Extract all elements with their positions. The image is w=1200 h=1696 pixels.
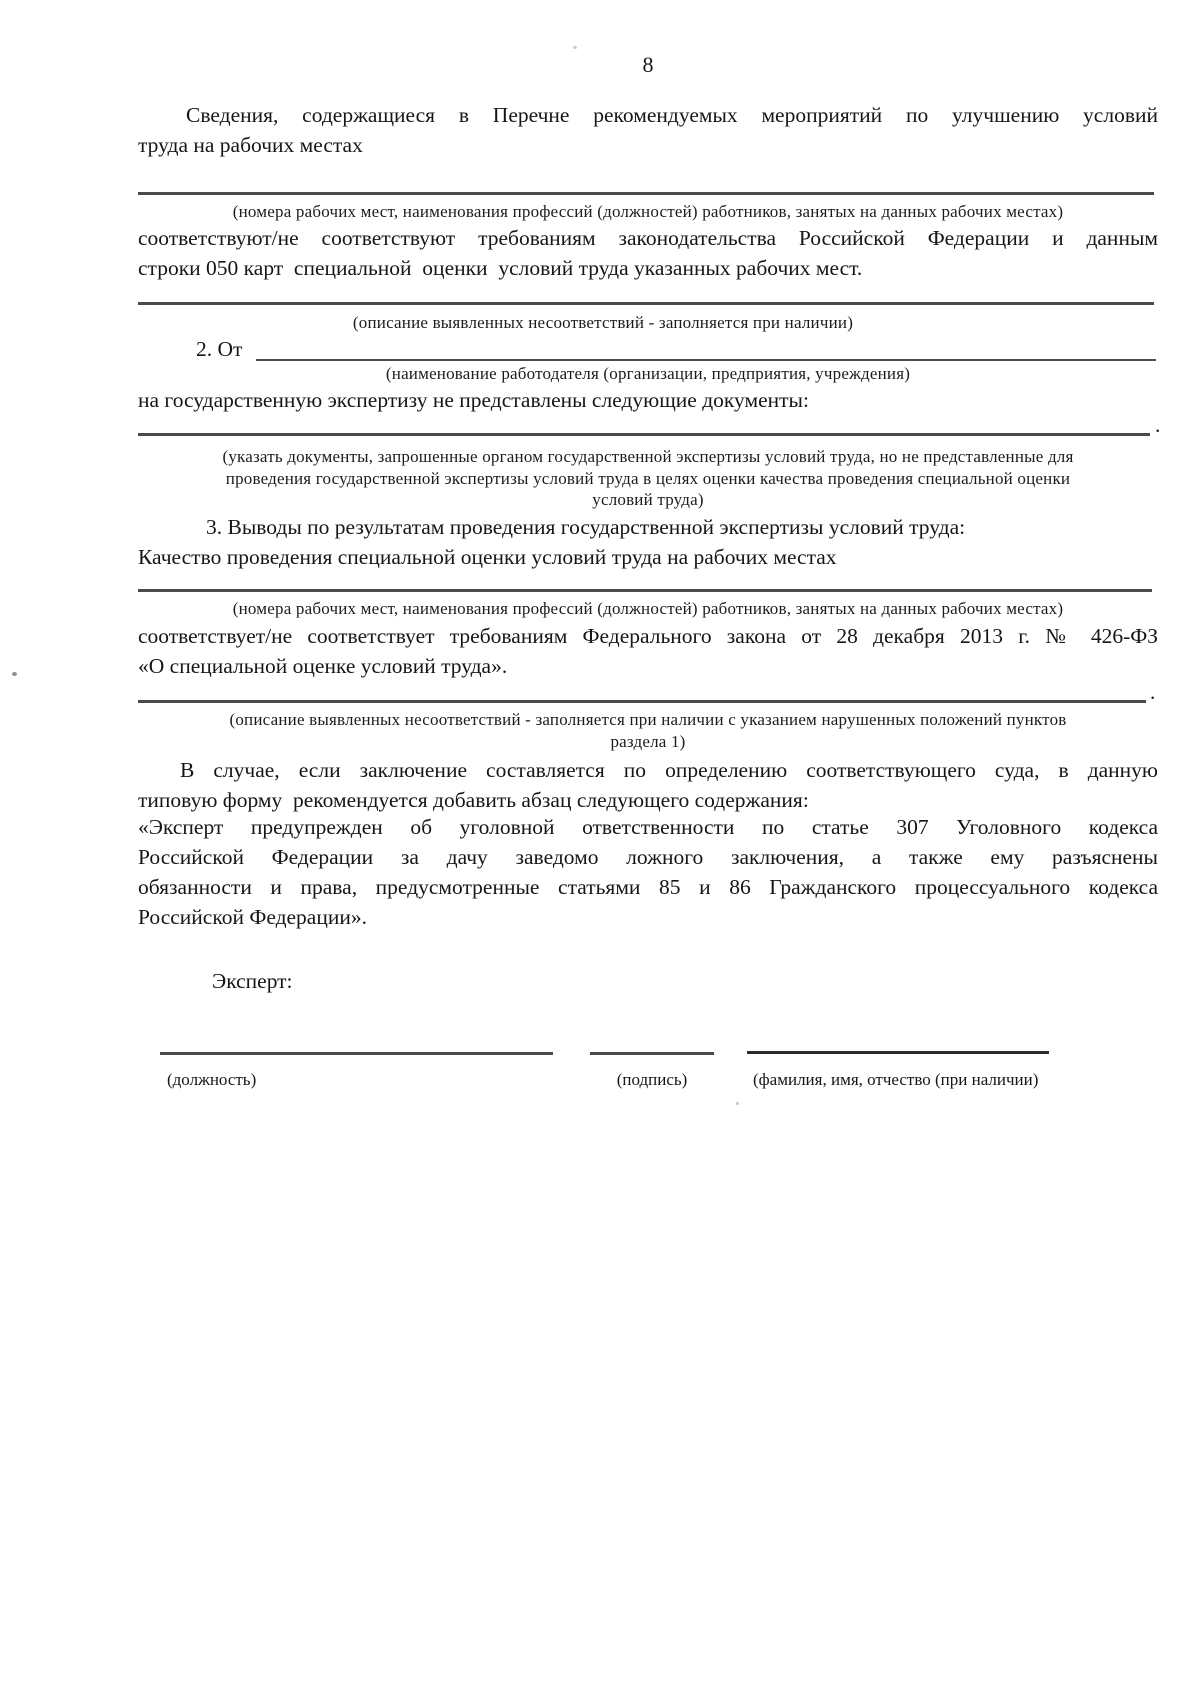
caption-discrepancies-2-line-2: раздела 1) — [610, 732, 686, 751]
conformity-line-1: соответствуют/не соответствуют требованиям законодательства Российской Федерации и данным — [138, 226, 1158, 250]
item-3-heading: 3. Выводы по результатам проведения государственной экспертизы условий труда: — [206, 515, 966, 539]
blank-underline-discrepancies-1 — [138, 302, 1154, 305]
conformity-2-line-2: «О специальной оценке условий труда». — [138, 654, 508, 678]
page-number: 8 — [642, 52, 654, 77]
caption-sign: (подпись) — [616, 1070, 688, 1089]
trailing-period-documents: . — [1155, 413, 1161, 437]
note-quote-line-4: Российской Федерации». — [138, 905, 367, 929]
blank-underline-employer — [256, 334, 1156, 361]
expert-label: Эксперт: — [212, 969, 293, 993]
caption-discrepancies-2-line-1: (описание выявленных несоответствий - заполняется при наличии с указанием нарушенных положений пунктов — [229, 710, 1067, 729]
note-quote-line-3: обязанности и права, предусмотренные статьями 85 и 86 Гражданского процессуального кодекса — [138, 875, 1158, 899]
intro-paragraph-line-2: труда на рабочих местах — [138, 133, 363, 157]
scan-speck-bottom — [736, 1102, 739, 1105]
item-2-label: 2. От — [196, 337, 243, 361]
caption-position: (должность) — [167, 1070, 257, 1089]
note-quote-line-1: «Эксперт предупрежден об уголовной ответственности по статье 307 Уголовного кодекса — [138, 815, 1158, 839]
caption-documents-line-1: (указать документы, запрошенные органом государственной экспертизы условий труда, но не представленные для — [222, 447, 1074, 466]
caption-documents-line-3: условий труда) — [592, 490, 704, 509]
conformity-2-line-1: соответствует/не соответствует требованиям Федерального закона от 28 декабря 2013 г. № 426-ФЗ — [138, 624, 1158, 648]
caption-employer: (наименование работодателя (организации, предприятия, учреждения) — [385, 364, 911, 383]
caption-workplaces-1: (номера рабочих мест, наименования профессий (должностей) работников, занятых на данных рабочих местах) — [232, 202, 1064, 221]
signature-line-name — [747, 1051, 1049, 1054]
blank-underline-workplaces-1 — [138, 192, 1154, 195]
conformity-line-2: строки 050 карт специальной оценки условий труда указанных рабочих мест. — [138, 256, 863, 280]
caption-workplaces-2: (номера рабочих мест, наименования профессий (должностей) работников, занятых на данных рабочих местах) — [232, 599, 1064, 618]
note-line-2: типовую форму рекомендуется добавить абзац следующего содержания: — [138, 788, 809, 812]
signature-line-sign — [590, 1052, 714, 1055]
note-quote-line-2: Российской Федерации за дачу заведомо ложного заключения, а также ему разъяснены — [138, 845, 1158, 869]
caption-name: (фамилия, имя, отчество (при наличии) — [753, 1070, 1039, 1089]
scan-speck-top — [573, 46, 577, 49]
blank-underline-discrepancies-2 — [138, 700, 1146, 703]
trailing-period-discrepancies: . — [1150, 680, 1156, 704]
scan-speck-left-margin — [12, 672, 17, 676]
caption-discrepancies-2 — [138, 709, 1158, 753]
quality-line: Качество проведения специальной оценки условий труда на рабочих местах — [138, 545, 837, 569]
caption-discrepancies-1: (описание выявленных несоответствий - заполняется при наличии) — [352, 313, 854, 332]
not-submitted-text: на государственную экспертизу не представлены следующие документы: — [138, 388, 809, 412]
caption-documents-line-2: проведения государственной экспертизы условий труда в целях оценки качества проведения специальной оценки — [225, 468, 1071, 488]
note-line-1: В случае, если заключение составляется по определению соответствующего суда, в данную — [180, 758, 1158, 782]
blank-underline-workplaces-2 — [138, 589, 1152, 592]
blank-underline-documents — [138, 433, 1150, 436]
intro-paragraph-line-1: Сведения, содержащиеся в Перечне рекомендуемых мероприятий по улучшению условий — [186, 103, 1158, 127]
signature-line-position — [160, 1052, 553, 1055]
caption-documents — [138, 446, 1158, 511]
